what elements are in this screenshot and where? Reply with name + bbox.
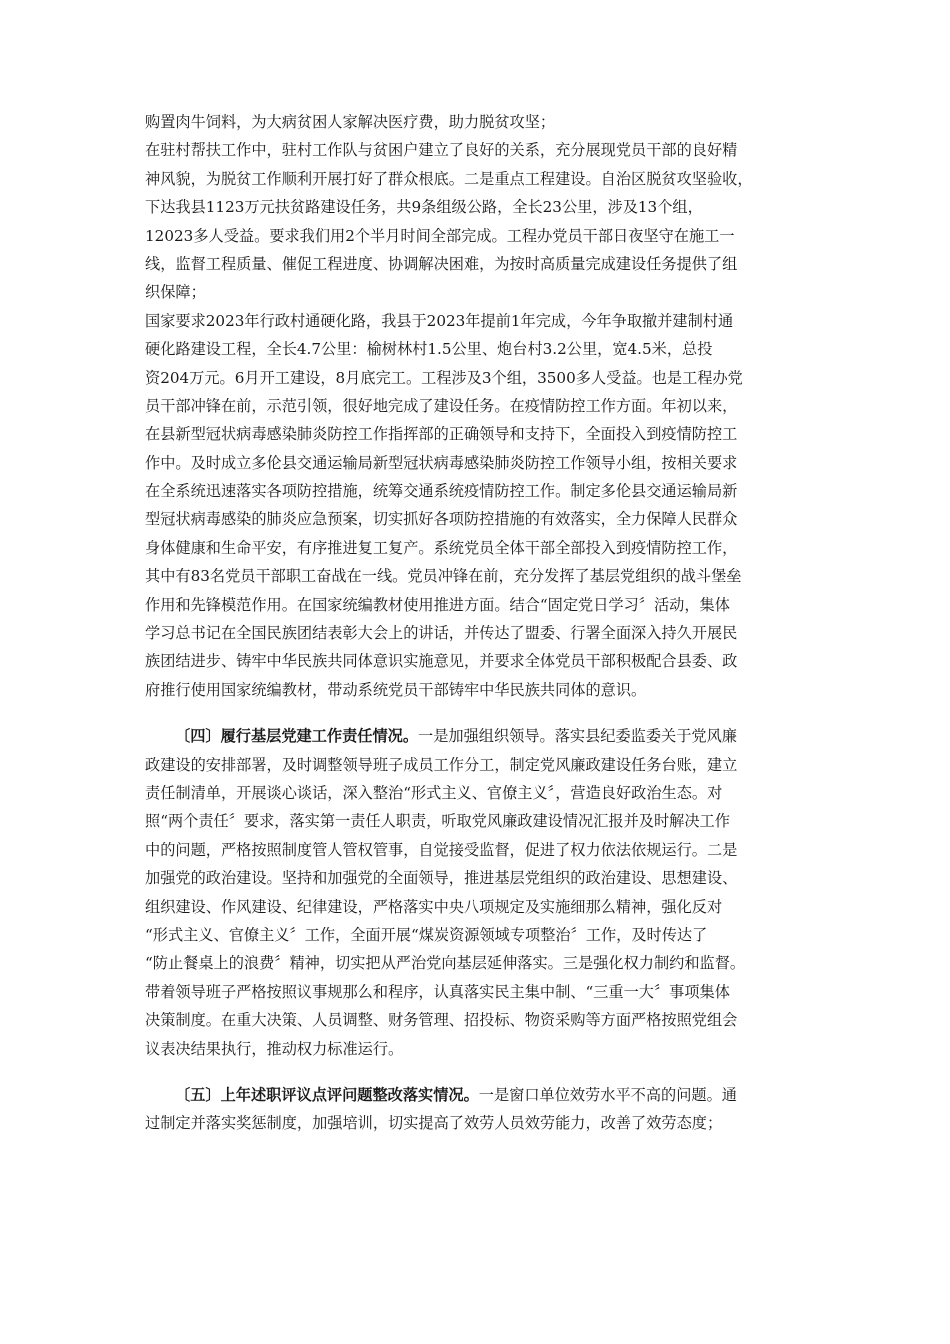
text-line: 在全系统迅速落实各项防控措施，统筹交通系统疫情防控工作。制定多伦县交通运输局新 (145, 482, 738, 501)
section-5-first-line-text: 一是窗口单位效劳水平不高的问题。通 (478, 1085, 737, 1104)
section-4-first-line (145, 722, 805, 750)
text-line: 议表决结果执行，推动权力标准运行。 (145, 1039, 404, 1058)
text-line: 下达我县1123万元扶贫路建设任务，共9条组级公路，全长23公里，涉及13个组， (145, 198, 703, 217)
text-line: 带着领导班子严格按照议事规那么和程序，认真落实民主集中制、“三重一大〞事项集体 (145, 982, 730, 1001)
text-line: 身体健康和生命平安，有序推进复工复产。系统党员全体干部全部投入到疫情防控工作， (145, 538, 738, 557)
text-line: 学习总书记在全国民族团结表彰大会上的讲话，并传达了盟委、行署全面深入持久开展民 (145, 624, 738, 643)
section-4-first-line-text: 一是加强组织领导。落实县纪委监委关于党风廉 (418, 727, 737, 746)
text-line: 员干部冲锋在前，示范引领，很好地完成了建设任务。在疫情防控工作方面。年初以来， (145, 396, 738, 415)
text-line: 型冠状病毒感染的肺炎应急预案，切实抓好各项防控措施的有效落实，全力保障人民群众 (145, 510, 738, 529)
text-line: 12023多人受益。要求我们用2个半月时间全部完成。工程办党员干部日夜坚守在施工一 (145, 226, 735, 245)
section-5-first-line (145, 1081, 805, 1109)
text-line: 神风貌，为脱贫工作顺利开展打好了群众根底。二是重点工程建设。自治区脱贫攻坚验收， (145, 169, 753, 188)
text-line: “形式主义、官僚主义〞工作，全面开展“煤炭资源领域专项整治〞工作，及时传达了 (145, 925, 708, 944)
text-line: 织保障； (145, 283, 206, 302)
text-line: 政建设的安排部署，及时调整领导班子成员工作分工，制定党风廉政建设任务台账，建立 (145, 755, 738, 774)
section-4-paragraph (145, 722, 805, 1063)
text-line: 在县新型冠状病毒感染肺炎防控工作指挥部的正确领导和支持下，全面投入到疫情防控工 (145, 425, 738, 444)
section-5-heading: 〔五〕上年述职评议点评问题整改落实情况。 (175, 1085, 479, 1104)
text-line: 中的问题，严格按照制度管人管权管事，自觉接受监督，促进了权力依法依规运行。二是 (145, 840, 738, 859)
text-line: 在驻村帮扶工作中，驻村工作队与贫困户建立了良好的关系，充分展现党员干部的良好精 (145, 141, 738, 160)
text-line: 作中。及时成立多伦县交通运输局新型冠状病毒感染肺炎防控工作领导小组，按相关要求 (145, 453, 738, 472)
text-line: 府推行使用国家统编教材，带动系统党员干部铸牢中华民族共同体的意识。 (145, 680, 647, 699)
text-line: 加强党的政治建设。坚持和加强党的全面领导，推进基层党组织的政治建设、思想建设、 (145, 869, 738, 888)
paragraph-gap (145, 1063, 805, 1081)
text-line: 作用和先锋模范作用。在国家统编教材使用推进方面。结合“固定党日学习〞活动，集体 (145, 595, 730, 614)
text-line: 购置肉牛饲料，为大病贫困人家解决医疗费，助力脱贫攻坚； (145, 113, 556, 131)
text-line: 线，监督工程质量、催促工程进度、协调解决困难，为按时高质量完成建设任务提供了组 (145, 254, 738, 273)
text-line: 照“两个责任〞要求，落实第一责任人职责，听取党风廉政建设情况汇报并及时解决工作 (145, 812, 730, 831)
paragraph-block-1 (145, 108, 805, 704)
text-line: 过制定并落实奖惩制度，加强培训，切实提高了效劳人员效劳能力，改善了效劳态度； (145, 1114, 723, 1133)
text-line: 国家要求2023年行政村通硬化路，我县于2023年提前1年完成，今年争取撤并建制村通 (145, 311, 734, 330)
text-line: “防止餐桌上的浪费〞精神，切实把从严治党向基层延伸落实。三是强化权力制约和监督。 (145, 954, 746, 973)
text-line: 硬化路建设工程，全长4.7公里：榆树林村1.5公里、炮台村3.2公里，宽4.5米，总投 (145, 340, 713, 359)
document-page (145, 108, 805, 1138)
text-line: 决策制度。在重大决策、人员调整、财务管理、招投标、物资采购等方面严格按照党组会 (145, 1011, 738, 1030)
section-5-paragraph (145, 1081, 805, 1138)
text-line: 资204万元。6月开工建设，8月底完工。工程涉及3个组，3500多人受益。也是工程办党 (145, 368, 743, 387)
text-line: 责任制清单，开展谈心谈话，深入整治“形式主义、官僚主义〞，营造良好政治生态。对 (145, 783, 723, 802)
section-4-heading: 〔四〕履行基层党建工作责任情况。 (175, 727, 418, 746)
text-line: 族团结进步、铸牢中华民族共同体意识实施意见，并要求全体党员干部积极配合县委、政 (145, 652, 738, 671)
paragraph-gap (145, 704, 805, 722)
text-line: 组织建设、作风建设、纪律建设，严格落实中央八项规定及实施细那么精神，强化反对 (145, 897, 723, 916)
text-line: 其中有83名党员干部职工奋战在一线。党员冲锋在前，充分发挥了基层党组织的战斗堡垒 (145, 567, 742, 586)
